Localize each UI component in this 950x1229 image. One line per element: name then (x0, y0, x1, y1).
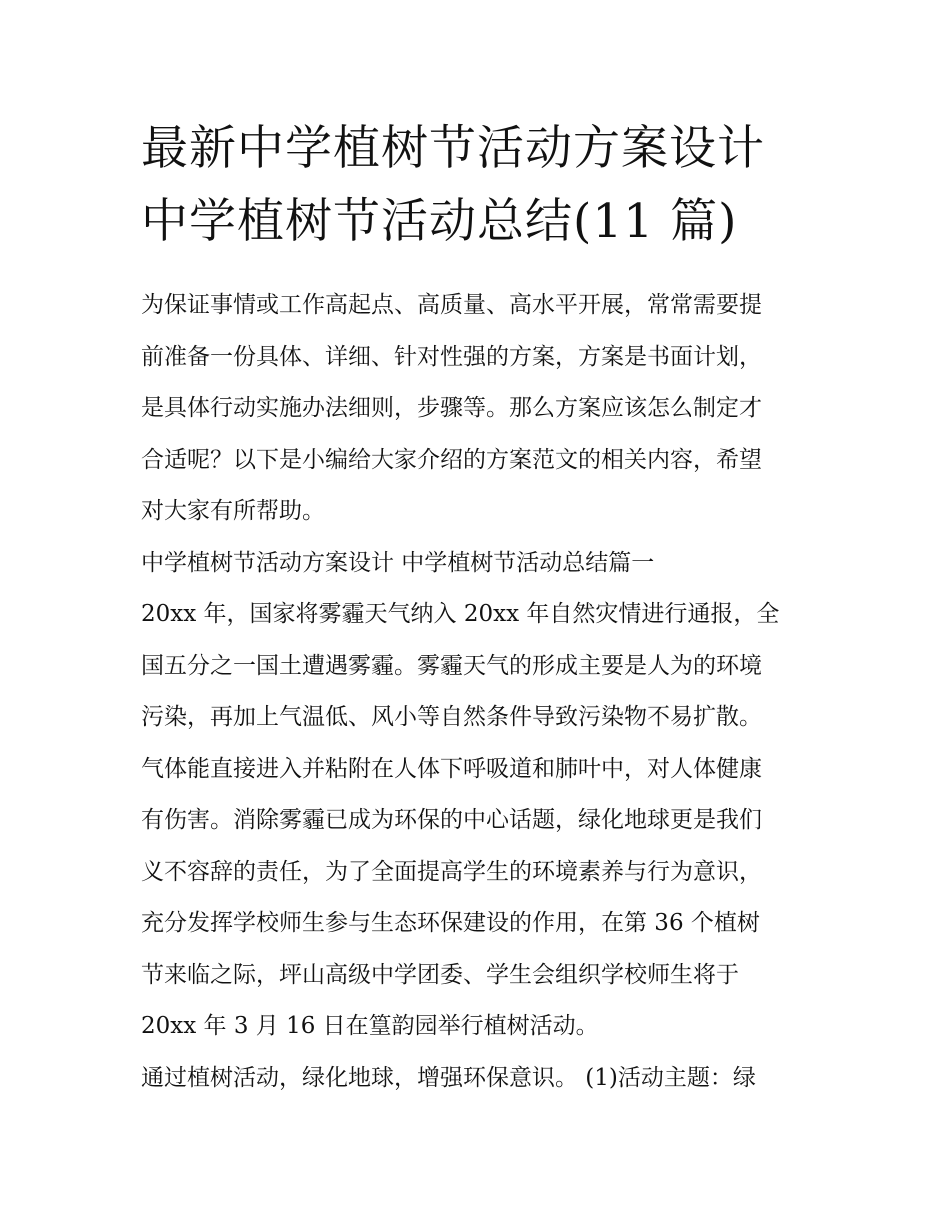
intro-paragraph (141, 280, 813, 538)
text-line: 对大家有所帮助。 (141, 498, 325, 524)
text-line: 为保证事情或工作高起点、高质量、高水平开展，常常需要提 (141, 292, 762, 318)
text-line: 节来临之际，坪山高级中学团委、学生会组织学校师生将于 (141, 961, 739, 988)
text-line: 20xx 年，国家将雾霾天气纳入 20xx 年自然灾情进行通报，全 (141, 601, 780, 627)
text-line: 有伤害。消除雾霾已成为环保的中心话题，绿化地球更是我们 (141, 807, 762, 833)
section-heading: 中学植树节活动方案设计 中学植树节活动总结篇一 (141, 549, 655, 576)
text-line: 充分发挥学校师生参与生态环保建设的作用，在第 36 个植树 (141, 910, 760, 936)
text-line: 前准备一份具体、详细、针对性强的方案，方案是书面计划， (141, 343, 762, 370)
title-line: 中学植树节活动总结(11 篇) (141, 194, 738, 249)
next-paragraph (141, 1053, 813, 1105)
text-line: 污染，再加上气温低、风小等自然条件导致污染物不易扩散。 (141, 704, 762, 730)
text-line: 国五分之一国土遭遇雾霾。雾霾天气的形成主要是人为的环境 (141, 652, 762, 679)
document-title (141, 112, 813, 258)
text-line: 义不容辞的责任，为了全面提高学生的环境素养与行为意识， (141, 858, 762, 885)
body-paragraph (141, 589, 813, 1053)
text-line: 通过植树活动，绿化地球，增强环保意识。 (1)活动主题：绿 (141, 1064, 756, 1091)
title-line: 最新中学植树节活动方案设计 (141, 121, 765, 176)
text-line: 20xx 年 3 月 16 日在篁韵园举行植树活动。 (141, 1013, 599, 1039)
text-line: 合适呢？以下是小编给大家介绍的方案范文的相关内容，希望 (141, 446, 762, 473)
text-line: 是具体行动实施办法细则，步骤等。那么方案应该怎么制定才 (141, 395, 762, 421)
text-line: 气体能直接进入并粘附在人体下呼吸道和肺叶中，对人体健康 (141, 755, 762, 782)
document-page (141, 112, 813, 1104)
